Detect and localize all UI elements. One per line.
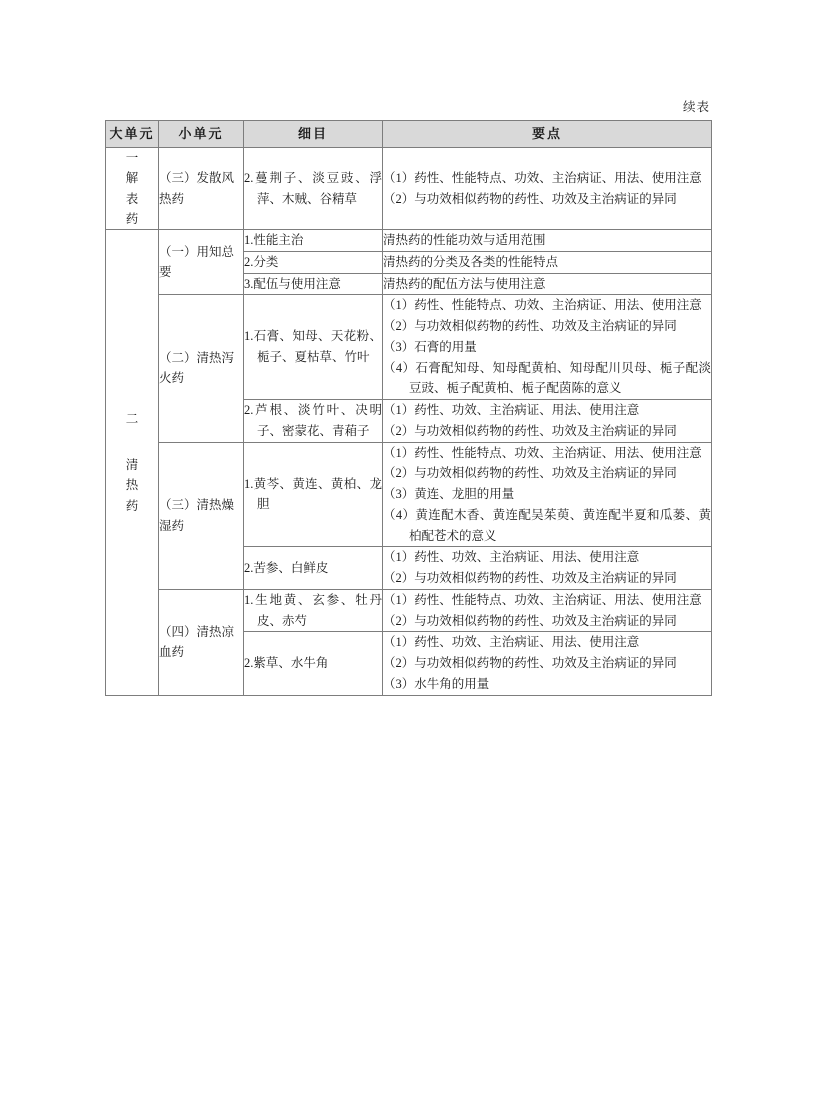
points-cell-single: 清热药的分类及各类的性能特点 <box>383 251 712 273</box>
points-list <box>383 400 711 442</box>
table-body <box>106 148 712 696</box>
point-item: （4）黄连配木香、黄连配吴茱萸、黄连配半夏和瓜蒌、黄柏配苍术的意义 <box>383 507 711 543</box>
small-unit-cell: （三）发散风热药 <box>159 148 244 230</box>
detail-cell <box>244 230 383 252</box>
points-cell <box>383 295 712 400</box>
detail-text: 1.性能主治 <box>244 233 304 247</box>
big-unit-name-char: 药 <box>125 211 139 226</box>
big-unit-name-char: 解 <box>125 171 139 186</box>
big-unit-number: 二 <box>125 411 139 426</box>
table-row <box>106 442 712 547</box>
detail-cell <box>244 400 383 443</box>
big-unit-name-char: 清 <box>125 458 139 472</box>
points-cell <box>383 589 712 632</box>
small-unit-cell: （二）清热泻火药 <box>159 295 244 442</box>
big-unit-name-char: 热 <box>125 478 139 493</box>
point-item: （1）药性、功效、主治病证、用法、使用注意 <box>383 403 640 417</box>
detail-text: 2.紫草、水牛角 <box>244 656 329 670</box>
column-header-detail: 细目 <box>244 121 383 148</box>
point-item: （1）药性、性能特点、功效、主治病证、用法、使用注意 <box>383 298 702 313</box>
points-list <box>383 547 711 589</box>
point-item: （1）药性、性能特点、功效、主治病证、用法、使用注意 <box>383 170 702 185</box>
big-unit-vertical-text <box>126 148 139 229</box>
detail-text: 2.苦参、白鲜皮 <box>244 560 329 575</box>
point-item: （1）药性、功效、主治病证、用法、使用注意 <box>383 550 640 565</box>
point-item: （3）黄连、龙胆的用量 <box>383 487 515 501</box>
detail-cell <box>244 251 383 273</box>
points-list <box>383 295 711 399</box>
big-unit-vertical-text <box>126 409 139 516</box>
detail-cell <box>244 273 383 295</box>
points-cell <box>383 400 712 443</box>
point-item: （2）与功效相似药物的药性、功效及主治病证的异同 <box>383 613 677 628</box>
point-item: （4）石膏配知母、知母配黄柏、知母配川贝母、栀子配淡豆豉、栀子配黄柏、栀子配茵陈的意义 <box>383 360 711 396</box>
detail-cell <box>244 148 383 230</box>
point-item: （1）药性、性能特点、功效、主治病证、用法、使用注意 <box>383 445 702 460</box>
point-item: （1）药性、功效、主治病证、用法、使用注意 <box>383 635 640 650</box>
detail-text: 1.石膏、知母、天花粉、栀子、夏枯草、竹叶 <box>244 329 382 365</box>
point-item: （1）药性、性能特点、功效、主治病证、用法、使用注意 <box>383 592 702 607</box>
detail-cell <box>244 442 383 547</box>
big-unit-cell-unit-1 <box>106 148 159 230</box>
points-list <box>383 632 711 694</box>
continued-table-label: 续表 <box>682 100 710 114</box>
column-header-big-unit: 大单元 <box>106 121 159 148</box>
small-unit-cell: （四）清热凉血药 <box>159 589 244 695</box>
detail-cell <box>244 295 383 400</box>
points-cell-single: 清热药的性能功效与适用范围 <box>383 230 712 252</box>
point-item: （2）与功效相似药物的药性、功效及主治病证的异同 <box>383 656 677 670</box>
small-unit-cell: （一）用知总要 <box>159 230 244 295</box>
point-item: （2）与功效相似药物的药性、功效及主治病证的异同 <box>383 191 677 206</box>
point-item: （2）与功效相似药物的药性、功效及主治病证的异同 <box>383 571 677 585</box>
small-unit-cell: （三）清热燥湿药 <box>159 442 244 589</box>
detail-cell <box>244 632 383 695</box>
table-row <box>106 148 712 230</box>
points-list <box>383 590 711 632</box>
big-unit-name-char: 表 <box>125 191 139 206</box>
table-row <box>106 295 712 400</box>
detail-cell <box>244 589 383 632</box>
table-row <box>106 589 712 632</box>
syllabus-table <box>105 120 712 696</box>
point-item: （2）与功效相似药物的药性、功效及主治病证的异同 <box>383 423 677 438</box>
column-header-points: 要点 <box>383 121 712 148</box>
point-item: （3）水牛角的用量 <box>383 676 490 691</box>
point-item: （3）石膏的用量 <box>383 339 477 354</box>
column-header-small-unit: 小单元 <box>159 121 244 148</box>
table-header <box>106 121 712 148</box>
points-list <box>383 168 711 210</box>
big-unit-spacer <box>126 429 139 455</box>
point-item: （2）与功效相似药物的药性、功效及主治病证的异同 <box>383 466 677 481</box>
points-cell-single: 清热药的配伍方法与使用注意 <box>383 273 712 295</box>
detail-text: 2.蔓荆子、淡豆豉、浮萍、木贼、谷精草 <box>244 170 382 206</box>
detail-text: 1.生地黄、玄参、牡丹皮、赤芍 <box>244 592 382 628</box>
big-unit-number: 一 <box>125 151 139 165</box>
table-header-row <box>106 121 712 148</box>
points-cell <box>383 632 712 695</box>
points-cell <box>383 148 712 230</box>
detail-text: 2.分类 <box>244 254 279 269</box>
point-item: （2）与功效相似药物的药性、功效及主治病证的异同 <box>383 319 677 333</box>
points-cell <box>383 547 712 590</box>
points-list <box>383 443 711 547</box>
detail-text: 1.黄芩、黄连、黄柏、龙胆 <box>244 476 382 512</box>
detail-text: 3.配伍与使用注意 <box>244 276 341 291</box>
syllabus-table-container <box>105 120 711 696</box>
detail-text: 2.芦根、淡竹叶、决明子、密蒙花、青葙子 <box>244 403 382 438</box>
detail-cell <box>244 547 383 590</box>
big-unit-cell-unit-2 <box>106 230 159 696</box>
big-unit-name-char: 药 <box>125 498 139 513</box>
points-cell <box>383 442 712 547</box>
table-row <box>106 230 712 252</box>
